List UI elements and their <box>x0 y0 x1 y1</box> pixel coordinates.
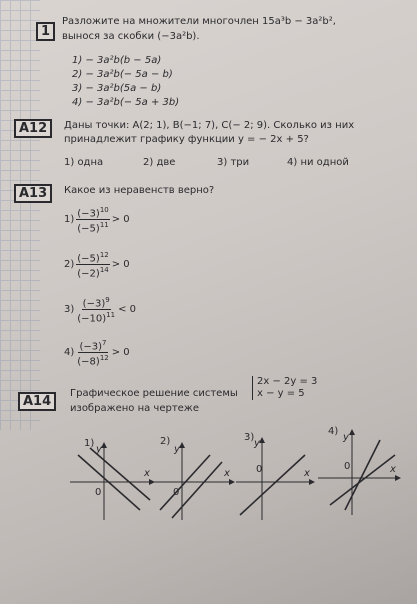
graph-2-y-label: y <box>174 444 180 455</box>
graph-1-origin: 0 <box>95 487 102 498</box>
a13-item-4-den: (−8) <box>77 356 100 368</box>
graph-3-x-label: x <box>304 468 310 479</box>
a13-item-4-num-exp: 7 <box>102 339 107 347</box>
a13-item-2-den-exp: 14 <box>99 266 109 275</box>
graph-4-x-label: x <box>390 464 396 475</box>
a13-item-4-rel: > 0 <box>111 347 130 359</box>
graph-4-label: 4) <box>328 426 339 437</box>
graph-3-origin: 0 <box>256 464 263 475</box>
graph-1-label: 1) <box>84 438 95 449</box>
graph-1-y-label: y <box>96 444 102 455</box>
graph-1 <box>70 445 152 520</box>
question-a13-tag: A13 <box>14 184 52 203</box>
a12-option-4: 4) ни одной <box>287 157 349 168</box>
a12-option-1: 1) одна <box>64 157 104 168</box>
a13-item-2-label: 2) <box>64 259 75 271</box>
q1-option-1: 1) − 3a²b(b − 5a) <box>72 55 162 66</box>
a12-text-line2: принадлежит графику функции y = − 2x + 5? <box>64 134 309 145</box>
a13-item-3-label: 3) <box>64 304 75 316</box>
graph-3-label: 3) <box>244 432 255 443</box>
a13-item-2-num: (−5) <box>77 253 100 265</box>
a12-text-line1: Даны точки: A(2; 1), B(−1; 7), C(− 2; 9). Сколько из них <box>64 120 355 131</box>
graph-3-line-1 <box>240 455 305 515</box>
a14-text-line2: изображено на чертеже <box>70 403 199 414</box>
a13-item-2-rel: > 0 <box>111 259 130 271</box>
question-a14-tag: A14 <box>18 392 56 411</box>
q1-option-2: 2) − 3a²b(− 5a − b) <box>72 69 173 80</box>
a13-item-1-label: 1) <box>64 214 75 226</box>
graph-3 <box>236 440 312 520</box>
question-a12-tag: A12 <box>14 119 52 138</box>
a13-item-1-rel: > 0 <box>111 214 130 226</box>
q1-option-4: 4) − 3a²b(− 5a + 3b) <box>72 97 180 108</box>
a12-option-3: 3) три <box>217 157 250 168</box>
graph-4-y-label: y <box>343 432 349 443</box>
a13-item-1-den-exp: 11 <box>99 221 109 230</box>
graph-1-x-label: x <box>144 468 150 479</box>
a13-item-4-label: 4) <box>64 347 75 359</box>
graph-4-line-1 <box>330 455 395 505</box>
a13-item-4-num: (−3) <box>79 341 103 353</box>
a13-item-3-num: (−3) <box>82 298 106 310</box>
graph-2-label: 2) <box>160 436 171 447</box>
a14-equation-2: x − y = 5 <box>257 388 305 399</box>
graph-4 <box>318 432 398 515</box>
a13-item-1-num-exp: 10 <box>99 206 109 214</box>
a13-item-3-rel: < 0 <box>118 304 137 316</box>
a14-text-line1: Графическое решение системы <box>70 388 238 399</box>
a13-item-3-den-exp: 11 <box>106 311 116 320</box>
a13-item-3-num-exp: 9 <box>105 296 110 304</box>
question-1-number: 1 <box>36 22 55 41</box>
graph-3-y-label: y <box>254 438 260 449</box>
q1-option-3: 3) − 3a²b(5a − b) <box>72 83 162 94</box>
a13-item-1-den: (−5) <box>77 223 100 235</box>
question-1-text-line1: Разложите на множители многочлен 15a³b − 3a²b², <box>62 16 336 27</box>
a13-item-2-num-exp: 12 <box>99 251 109 259</box>
graph-2-origin: 0 <box>173 487 180 498</box>
a13-item-3-den: (−10) <box>77 313 107 325</box>
graph-4-origin: 0 <box>344 461 351 472</box>
a13-item-1-num: (−3) <box>77 208 100 220</box>
a13-item-4-den-exp: 12 <box>99 354 109 363</box>
a13-item-2-den: (−2) <box>77 268 100 280</box>
a14-equation-1: 2x − 2y = 3 <box>257 376 318 387</box>
question-1-text-line2: вынося за скобки (−3a²b). <box>62 31 200 42</box>
graph-2-x-label: x <box>224 468 230 479</box>
graph-2 <box>152 445 232 520</box>
a12-option-2: 2) две <box>143 157 176 168</box>
a13-text: Какое из неравенств верно? <box>64 185 215 196</box>
graph-4-line-2 <box>345 440 380 510</box>
